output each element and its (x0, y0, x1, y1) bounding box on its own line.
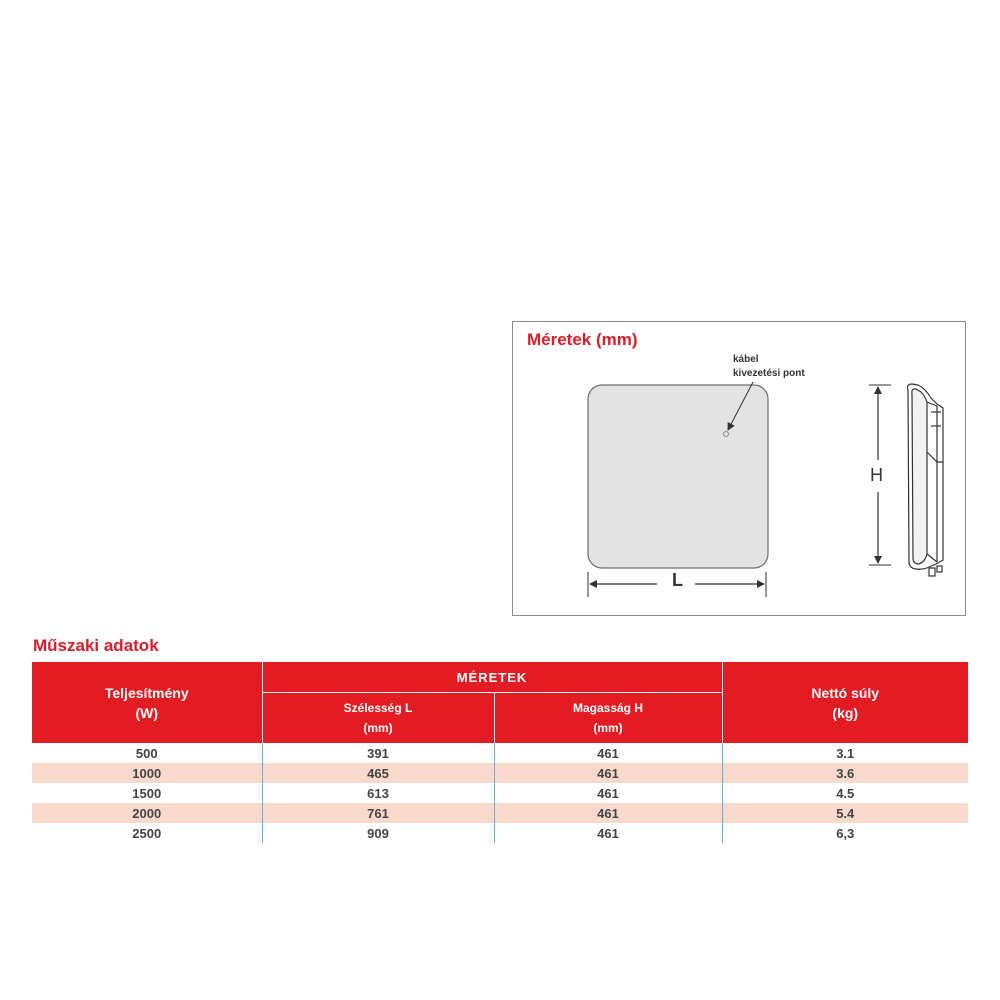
table-row (32, 823, 968, 843)
header-width-line1: Szélesség L (343, 701, 413, 715)
specs-table (32, 662, 968, 843)
heater-front-panel (588, 385, 768, 568)
dimension-H-label: H (870, 465, 883, 485)
cell-width: 391 (262, 743, 494, 763)
specs-title: Műszaki adatok (33, 636, 159, 655)
cable-exit-point (724, 432, 729, 437)
header-width-line2: (mm) (363, 721, 393, 735)
header-weight-line2: (kg) (832, 704, 859, 721)
cell-width: 465 (262, 763, 494, 783)
cell-weight: 5.4 (722, 803, 968, 823)
header-dimensions-group: MÉRETEK (262, 662, 722, 693)
header-width (262, 693, 494, 744)
header-weight (722, 662, 968, 743)
cell-height: 461 (494, 743, 722, 763)
table-row (32, 763, 968, 783)
heater-diagram (513, 322, 967, 617)
dimension-L-label: L (672, 570, 683, 590)
cell-height: 461 (494, 783, 722, 803)
header-power-line1: Teljesítmény (104, 684, 189, 701)
header-power (32, 662, 262, 743)
header-height (494, 693, 722, 744)
cell-power: 1500 (32, 783, 262, 803)
cell-height: 461 (494, 823, 722, 843)
cell-width: 613 (262, 783, 494, 803)
dimensions-panel (512, 321, 966, 616)
table-row (32, 803, 968, 823)
table-row (32, 743, 968, 763)
cell-power: 500 (32, 743, 262, 763)
header-weight-line1: Nettó súly (811, 684, 880, 701)
header-height-line2: (mm) (593, 721, 623, 735)
heater-side-profile (908, 384, 944, 576)
cell-weight: 4.5 (836, 785, 855, 801)
cell-power: 2000 (32, 803, 262, 823)
cell-height: 461 (494, 763, 722, 783)
cable-label-line2: kivezetési pont (733, 368, 805, 379)
cell-weight: 3.1 (836, 745, 855, 761)
header-height-line1: Magasság H (572, 701, 644, 715)
cell-power: 1000 (32, 763, 262, 783)
table-row (32, 783, 968, 803)
cell-weight: 6,3 (836, 825, 855, 841)
dimensions-title: Méretek (mm) (527, 330, 638, 349)
cell-width: 761 (262, 803, 494, 823)
cable-label-line1: kábel (733, 354, 759, 365)
cell-height: 461 (494, 803, 722, 823)
cell-power: 2500 (32, 823, 262, 843)
header-power-line2: (W) (135, 704, 159, 721)
cell-width: 909 (262, 823, 494, 843)
cell-weight: 3.6 (722, 763, 968, 783)
